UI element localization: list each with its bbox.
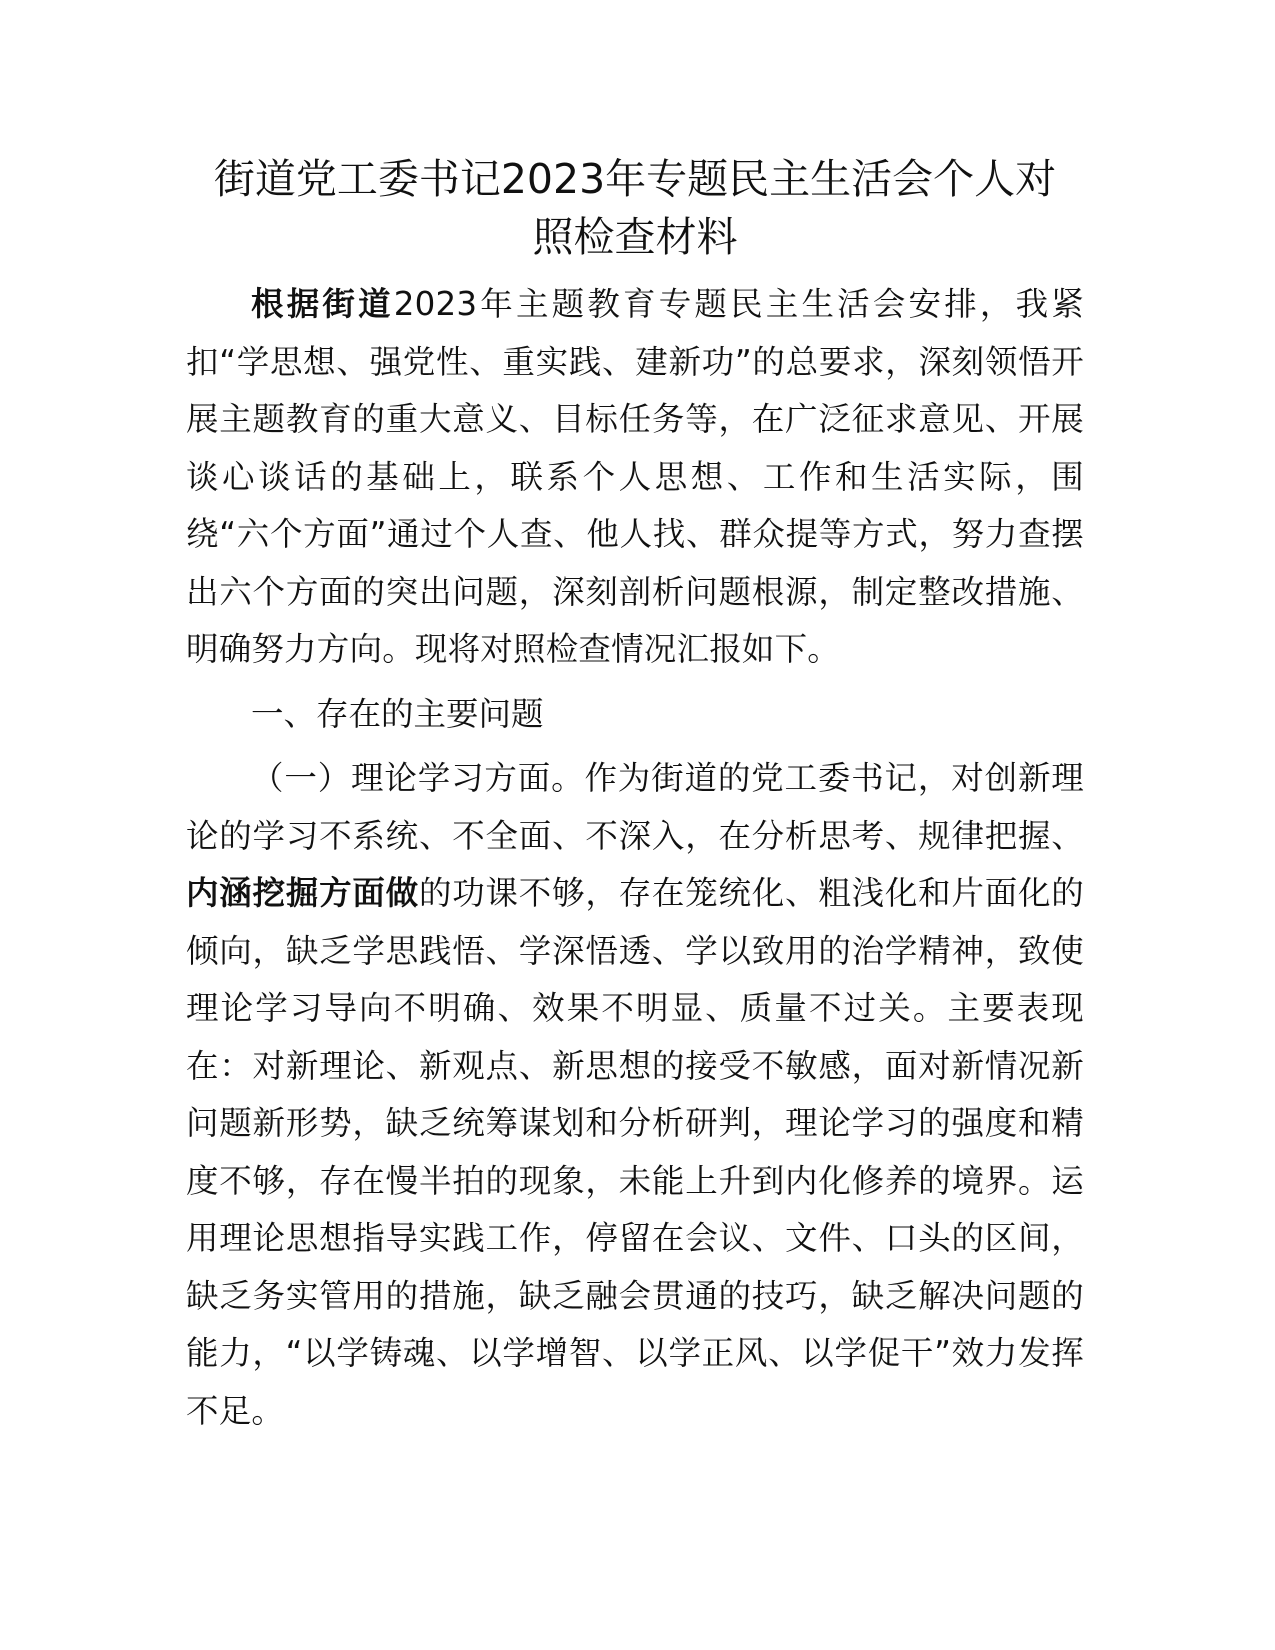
intro-lead-text: 根据街道 bbox=[251, 285, 394, 323]
document-title bbox=[186, 150, 1084, 266]
section-heading-problems: 一、存在的主要问题 bbox=[251, 694, 544, 733]
theory-study-text-b: 的功课不够，存在笼统化、粗浅化和片面化的倾向，缺乏学思践悟、学深悟透、学以致用的治学精神，致使理论学习导向不明确、效果不明显、质量不过关。主要表现在：对新理论、新观点、新思想的接受不敏感，面对新情况新问题新形势，缺乏统筹谋划和分析研判，理论学习的强度和精度不够，存在慢半拍的现象，未能上升到内化修养的境界。运用理论思想指导实践工作，停留在会议、文件、口头的区间，缺乏务实管用的措施，缺乏融会贯通的技巧，缺乏解决问题的能力，“以学铸魂、以学增智、以学正风、以学促干”效力发挥不足。 bbox=[186, 874, 1084, 1430]
theory-study-text-a: （一）理论学习方面。作为街道的党工委书记，对创新理论的学习不系统、不全面、不深入，在分析思考、规律把握、 bbox=[186, 759, 1084, 855]
title-line-2: 照检查材料 bbox=[532, 213, 738, 261]
theory-study-bold-text: 内涵挖掘方面做 bbox=[186, 874, 419, 912]
section-paragraph-theory-study bbox=[186, 750, 1084, 1440]
intro-paragraph bbox=[186, 276, 1084, 679]
intro-body-text: 2023年主题教育专题民主生活会安排，我紧扣“学思想、强党性、重实践、建新功”的总要求，深刻领悟开展主题教育的重大意义、目标任务等，在广泛征求意见、开展谈心谈话的基础上，联系个人思想、工作和生活实际，围绕“六个方面”通过个人查、他人找、群众提等方式，努力查摆出六个方面的突出问题，深刻剖析问题根源，制定整改措施、明确努力方向。现将对照检查情况汇报如下。 bbox=[186, 285, 1084, 668]
title-line-1: 街道党工委书记2023年专题民主生活会个人对 bbox=[213, 155, 1057, 203]
document-body bbox=[186, 150, 1084, 1440]
